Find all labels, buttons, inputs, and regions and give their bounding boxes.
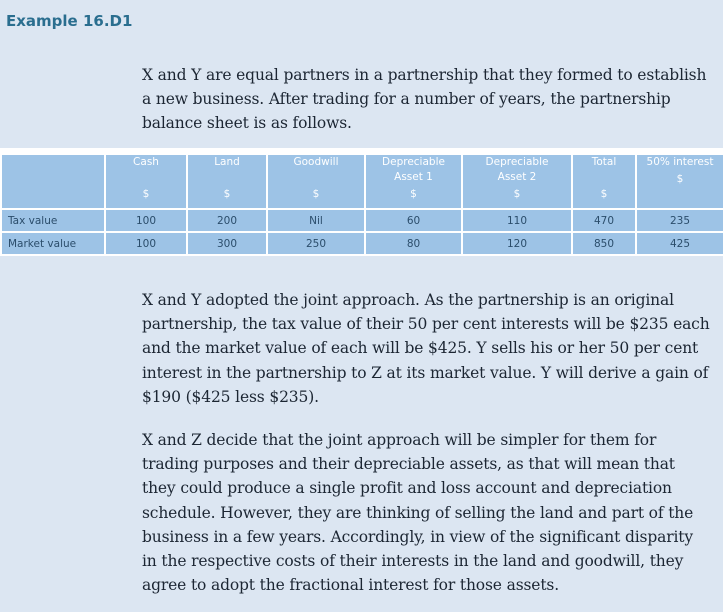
- table-cell: 470: [572, 209, 636, 232]
- table-header-row: [1, 154, 723, 209]
- table-cell: 100: [105, 232, 187, 255]
- table-row: [1, 232, 723, 255]
- table-cell: 235: [636, 209, 723, 232]
- row-label: Tax value: [1, 209, 105, 232]
- header-goodwill: Goodwill $: [267, 154, 365, 209]
- table-cell: 110: [462, 209, 572, 232]
- header-cash: Cash $: [105, 154, 187, 209]
- table-cell: 250: [267, 232, 365, 255]
- header-depreciable-asset-1: Depreciable Asset 1 $: [365, 154, 462, 209]
- table-cell: 850: [572, 232, 636, 255]
- table-cell: 300: [187, 232, 267, 255]
- header-land: Land $: [187, 154, 267, 209]
- table-cell: 425: [636, 232, 723, 255]
- intro-paragraph: X and Y are equal partners in a partnership that they formed to establish a new business. After trading for a number of years, the partnership balance sheet is as follows.: [142, 66, 707, 133]
- example-heading: Example 16.D1: [6, 12, 133, 30]
- header-50pct-interest: 50% interest $: [636, 154, 723, 209]
- header-blank-cell: [1, 154, 105, 209]
- joint-approach-paragraph: X and Y adopted the joint approach. As the partnership is an original partnership, the tax value of their 50 per cent interests will be $235 each and the market value of each will be $425. Y sells his or her 50 per cent interest in the partnership to Z at its market value. Y will derive a gain of $190 ($425 less $235).: [142, 291, 710, 406]
- table-row: [1, 209, 723, 232]
- header-depreciable-asset-2: Depreciable Asset 2 $: [462, 154, 572, 209]
- table-cell: Nil: [267, 209, 365, 232]
- fractional-interest-paragraph: X and Z decide that the joint approach will be simpler for them for trading purposes and their depreciable assets, as that will mean that they could produce a single profit and loss account and depreciation schedule. However, they are thinking of selling the land and part of the business in a few years. Accordingly, in view of the significant disparity in the respective costs of their interests in the land and goodwill, they agree to adopt the fractional interest for those assets.: [142, 431, 694, 595]
- table-cell: 120: [462, 232, 572, 255]
- table-cell: 80: [365, 232, 462, 255]
- header-total: Total $: [572, 154, 636, 209]
- table-cell: 200: [187, 209, 267, 232]
- row-label: Market value: [1, 232, 105, 255]
- balance-sheet-table: [0, 153, 723, 256]
- table-cell: 100: [105, 209, 187, 232]
- table-cell: 60: [365, 209, 462, 232]
